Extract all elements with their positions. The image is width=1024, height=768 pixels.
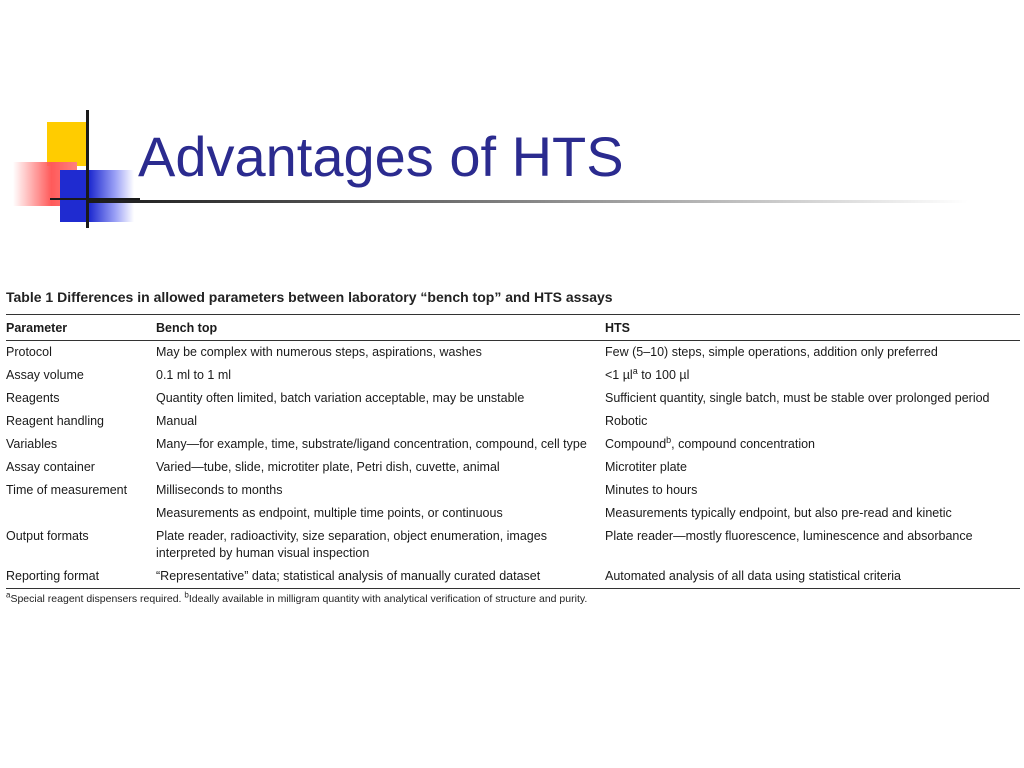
table-row [6, 456, 1020, 479]
header-hts: HTS [605, 321, 630, 335]
hts-text-end: , compound concentration [671, 437, 816, 451]
footnote-marker-a: a [6, 590, 11, 600]
footnote-marker-b: b [184, 590, 189, 600]
row-parameter: Assay volume [6, 368, 84, 382]
row-hts: Robotic [605, 414, 648, 428]
title-underline [88, 200, 968, 203]
table-caption: Table 1 Differences in allowed parameters between laboratory “bench top” and HTS assays [6, 289, 613, 305]
table-footnote [6, 592, 1020, 607]
row-parameter: Reporting format [6, 569, 100, 583]
row-hts: Automated analysis of all data using statistical criteria [605, 569, 901, 583]
table-row [6, 410, 1020, 433]
table-row [6, 341, 1020, 365]
row-bench-top: Quantity often limited, batch variation acceptable, may be unstable [156, 391, 525, 405]
table-row [6, 565, 1020, 589]
yellow-square-decoration [47, 122, 89, 166]
row-parameter: Output formats [6, 529, 89, 543]
row-hts [605, 433, 1020, 456]
row-hts: Microtiter plate [605, 460, 687, 474]
row-bench-top: May be complex with numerous steps, aspirations, washes [156, 345, 482, 359]
table-row [6, 525, 1020, 565]
footnote-a-text: Special reagent dispensers required. [10, 593, 185, 605]
row-bench-top: “Representative” data; statistical analysis of manually curated dataset [156, 569, 541, 583]
slide-title: Advantages of HTS [138, 125, 624, 188]
row-hts: Minutes to hours [605, 483, 698, 497]
row-hts: Plate reader—mostly fluorescence, luminescence and absorbance [605, 529, 973, 543]
row-bench-top: Manual [156, 414, 197, 428]
row-parameter: Assay container [6, 460, 95, 474]
row-hts [605, 364, 1020, 387]
table-row [6, 364, 1020, 387]
table-row [6, 387, 1020, 410]
hts-text-end: to 100 µl [637, 368, 690, 382]
row-hts: Sufficient quantity, single batch, must be stable over prolonged period [605, 391, 990, 405]
row-bench-top: Varied—tube, slide, microtiter plate, Petri dish, cuvette, animal [156, 460, 500, 474]
row-bench-top: Milliseconds to months [156, 483, 283, 497]
table-row [6, 479, 1020, 502]
table-row [6, 433, 1020, 456]
table-header-row [6, 315, 1020, 341]
footnote-b-text: Ideally available in milligram quantity with analytical verification of structure and purity. [188, 593, 588, 605]
row-bench-top: 0.1 ml to 1 ml [156, 368, 232, 382]
row-bench-top: Many—for example, time, substrate/ligand concentration, compound, cell type [156, 437, 587, 451]
header-parameter: Parameter [6, 321, 68, 335]
footnote-marker: a [632, 365, 638, 376]
row-parameter: Variables [6, 437, 58, 451]
vertical-line-decoration [86, 110, 89, 228]
row-parameter: Time of measurement [6, 483, 128, 497]
row-hts: Measurements typically endpoint, but also pre-read and kinetic [605, 506, 952, 520]
footnote-marker: b [666, 434, 672, 445]
slide-logo-decoration [0, 0, 140, 240]
hts-text-start: <1 µl [605, 368, 633, 382]
row-bench-top: Plate reader, radioactivity, size separation, object enumeration, images interpreted by human visual inspection [156, 529, 547, 560]
row-bench-top: Measurements as endpoint, multiple time points, or continuous [156, 506, 503, 520]
blue-square-decoration [60, 170, 134, 222]
hts-text-start: Compound [605, 437, 667, 451]
comparison-table [6, 314, 1020, 589]
row-parameter [6, 502, 156, 525]
row-parameter: Reagent handling [6, 414, 104, 428]
table-row [6, 502, 1020, 525]
header-bench-top: Bench top [156, 321, 218, 335]
row-parameter: Protocol [6, 345, 52, 359]
comparison-table-block [6, 287, 1020, 607]
row-hts: Few (5–10) steps, simple operations, addition only preferred [605, 345, 938, 359]
row-parameter: Reagents [6, 391, 60, 405]
